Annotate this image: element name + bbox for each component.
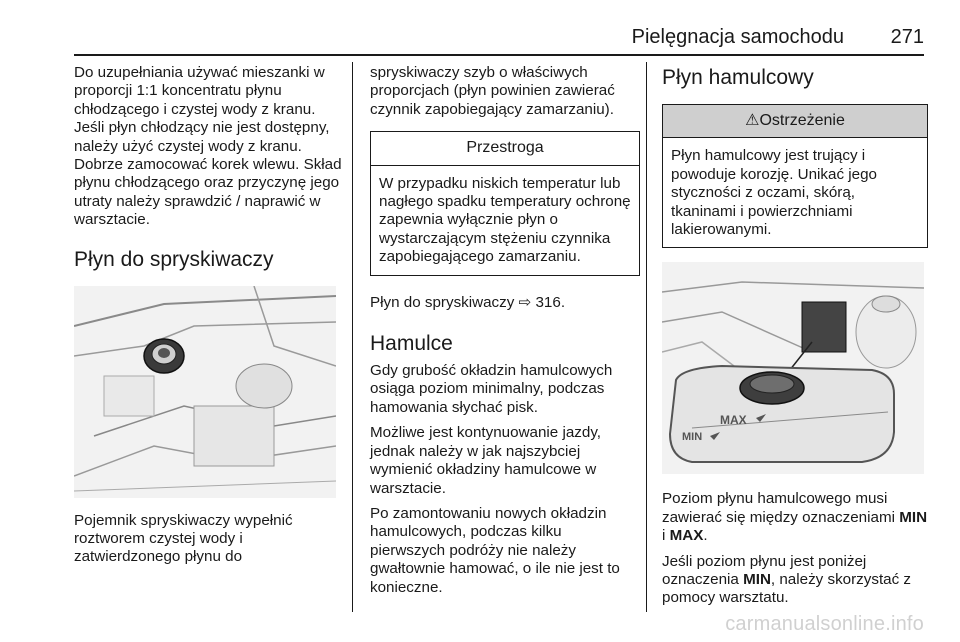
washer-caption: Pojemnik spryskiwaczy wypełnić roztworem czystej wody i zatwierdzonego płynu do: [74, 511, 293, 566]
watermark: carmanualsonline.info: [725, 613, 924, 635]
page-header: [74, 22, 924, 56]
min-mark-label: MIN: [682, 431, 703, 444]
washer-reservoir-drawing: [74, 286, 336, 498]
brake-level-paragraph: Poziom płynu hamulcowego musi zawierać się między oznaczeniami MIN i MAX.: [662, 490, 928, 545]
min-label: MIN: [899, 508, 928, 526]
page-number: 271: [890, 26, 924, 48]
washer-reservoir-illustration: [74, 286, 336, 498]
brakes-paragraph-3: Po zamontowaniu nowych okładzin hamulcowych, podczas kilku pierwszych podróży nie należy gwałtownie hamować, o ile nie jest to konieczne.: [370, 504, 620, 596]
warning-text: Płyn hamulcowy jest trujący i powoduje korozję. Unikać jego styczności z oczami, skórą, tkaninami i powierzchniami lakierowanymi.: [671, 147, 877, 239]
caution-box: [370, 131, 640, 275]
warning-icon: ⚠: [745, 112, 760, 129]
washer-fluid-reference: Płyn do spryskiwaczy ⇨ 316.: [370, 293, 566, 311]
column-1: [74, 64, 344, 574]
washer-continued-paragraph: spryskiwaczy szyb o właściwych proporcjach (płyn powinien zawierać czynnik zapobiegający zamarzaniu).: [370, 64, 615, 118]
brakes-paragraph-1: Gdy grubość okładzin hamulcowych osiąga poziom minimalny, podczas hamowania słychać pisk.: [370, 362, 613, 416]
brakes-heading: Hamulce: [370, 332, 453, 356]
section-title: Pielęgnacja samochodu: [631, 26, 844, 48]
washer-fluid-heading: Płyn do spryskiwaczy: [74, 247, 274, 271]
caution-text: W przypadku niskich temperatur lub nagłego spadku temperatury ochronę zapewnia wyłącznie płyn o wystarczającym stężeniu czynnika zapobiegającego zamarzaniu.: [379, 174, 631, 266]
brake-fluid-heading: Płyn hamulcowy: [662, 66, 814, 89]
brakes-paragraph-2: Możliwe jest kontynuowanie jazdy, jednak należy w jak najszybciej wymienić okładziny hamulcowe w warsztacie.: [370, 424, 602, 497]
warning-box: [662, 104, 928, 248]
warning-title: Ostrzeżenie: [759, 112, 845, 129]
column-divider: [646, 62, 647, 612]
column-divider: [352, 62, 353, 612]
brake-low-paragraph: Jeśli poziom płynu jest poniżej oznaczenia MIN, należy skorzystać z pomocy warsztatu.: [662, 552, 912, 607]
brake-reservoir-illustration: [662, 262, 924, 474]
column-2: [370, 64, 640, 604]
warning-header: [663, 105, 927, 138]
caution-title: Przestroga: [371, 132, 639, 165]
max-mark-label: MAX: [720, 413, 747, 428]
coolant-paragraph: Do uzupełniania używać mieszanki w proporcji 1:1 koncentratu płynu chłodzącego i czystej wody z kranu. Jeśli płyn chłodzący nie jest dostępny, należy użyć czystej wody z kranu. Dobrze zamocować korek wlewu. Skład płynu chłodzącego oraz przyczynę jego utraty należy sprawdzić / naprawić w warsztacie.: [74, 64, 342, 229]
brake-reservoir-drawing: [662, 262, 924, 474]
max-label: MAX: [669, 527, 704, 545]
column-3: [662, 64, 928, 615]
min-label: MIN: [743, 571, 771, 589]
